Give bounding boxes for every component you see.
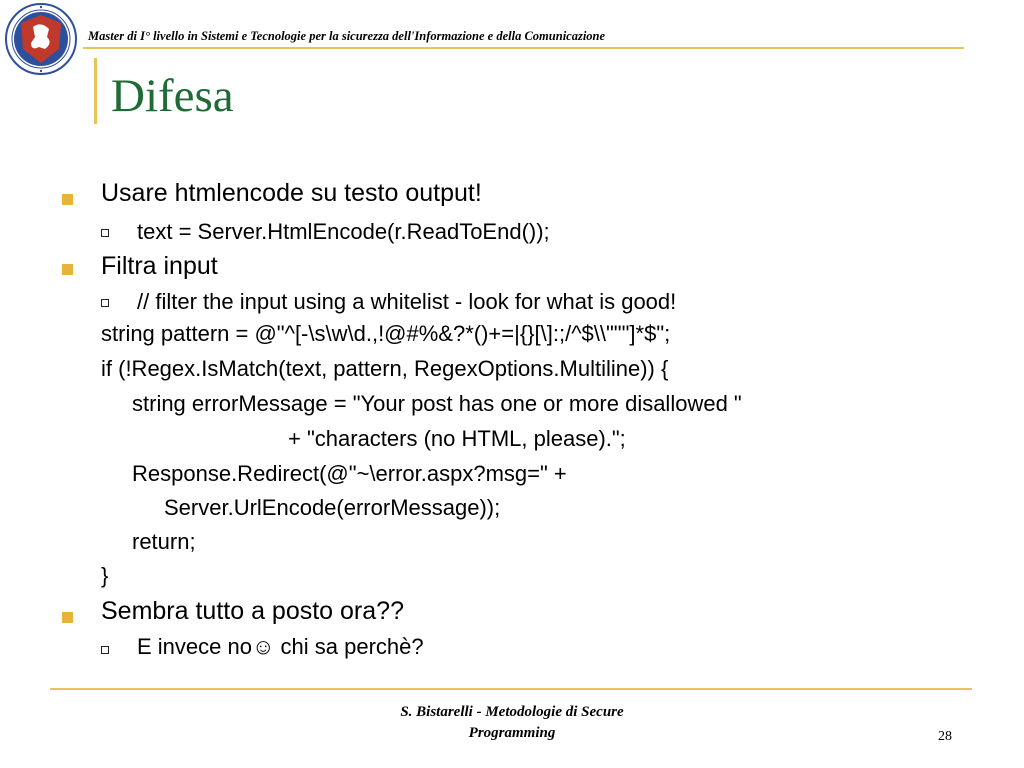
course-header: Master di I° livello in Sistemi e Tecnologie per la sicurezza dell'Informazione e della Comunicazione [88,29,606,43]
sub-bullet-square [101,229,109,237]
code-line: } [101,563,109,588]
bullet-text: Usare htmlencode su testo output! [101,179,482,207]
bullet-text: Sembra tutto a posto ora?? [101,597,404,625]
bullet-square [62,612,73,623]
slide-title: Difesa [111,70,234,122]
footer-author [337,702,687,744]
footer-author-line: Programming [468,725,556,741]
sub-bullet-text: E invece no☺ chi sa perchè? [137,634,424,659]
footer-divider [50,688,972,690]
code-line: return; [132,529,196,554]
code-line: Server.UrlEncode(errorMessage)); [164,495,501,520]
code-line: string errorMessage = "Your post has one or more disallowed " [132,391,742,416]
code-line: string pattern = @"^[-\s\w\d.,!@#%&?*()+=|{}[\]:;/^$\\"""]*$"; [101,321,671,346]
page-number: 28 [938,729,952,744]
code-line: if (!Regex.IsMatch(text, pattern, RegexOptions.Multiline)) { [101,356,669,381]
bullet-square [62,264,73,275]
sub-bullet-text: // filter the input using a whitelist - look for what is good! [137,289,677,314]
sub-bullet-square [101,646,109,654]
bullet-square [62,194,73,205]
bullet-text: Filtra input [101,252,218,280]
code-line: Response.Redirect(@"~\error.aspx?msg=" + [132,461,567,486]
sub-bullet-square [101,299,109,307]
footer-author-line: S. Bistarelli - Metodologie di Secure [400,704,624,720]
code-line: + "characters (no HTML, please)."; [288,426,626,451]
sub-bullet-text: text = Server.HtmlEncode(r.ReadToEnd()); [137,219,550,244]
